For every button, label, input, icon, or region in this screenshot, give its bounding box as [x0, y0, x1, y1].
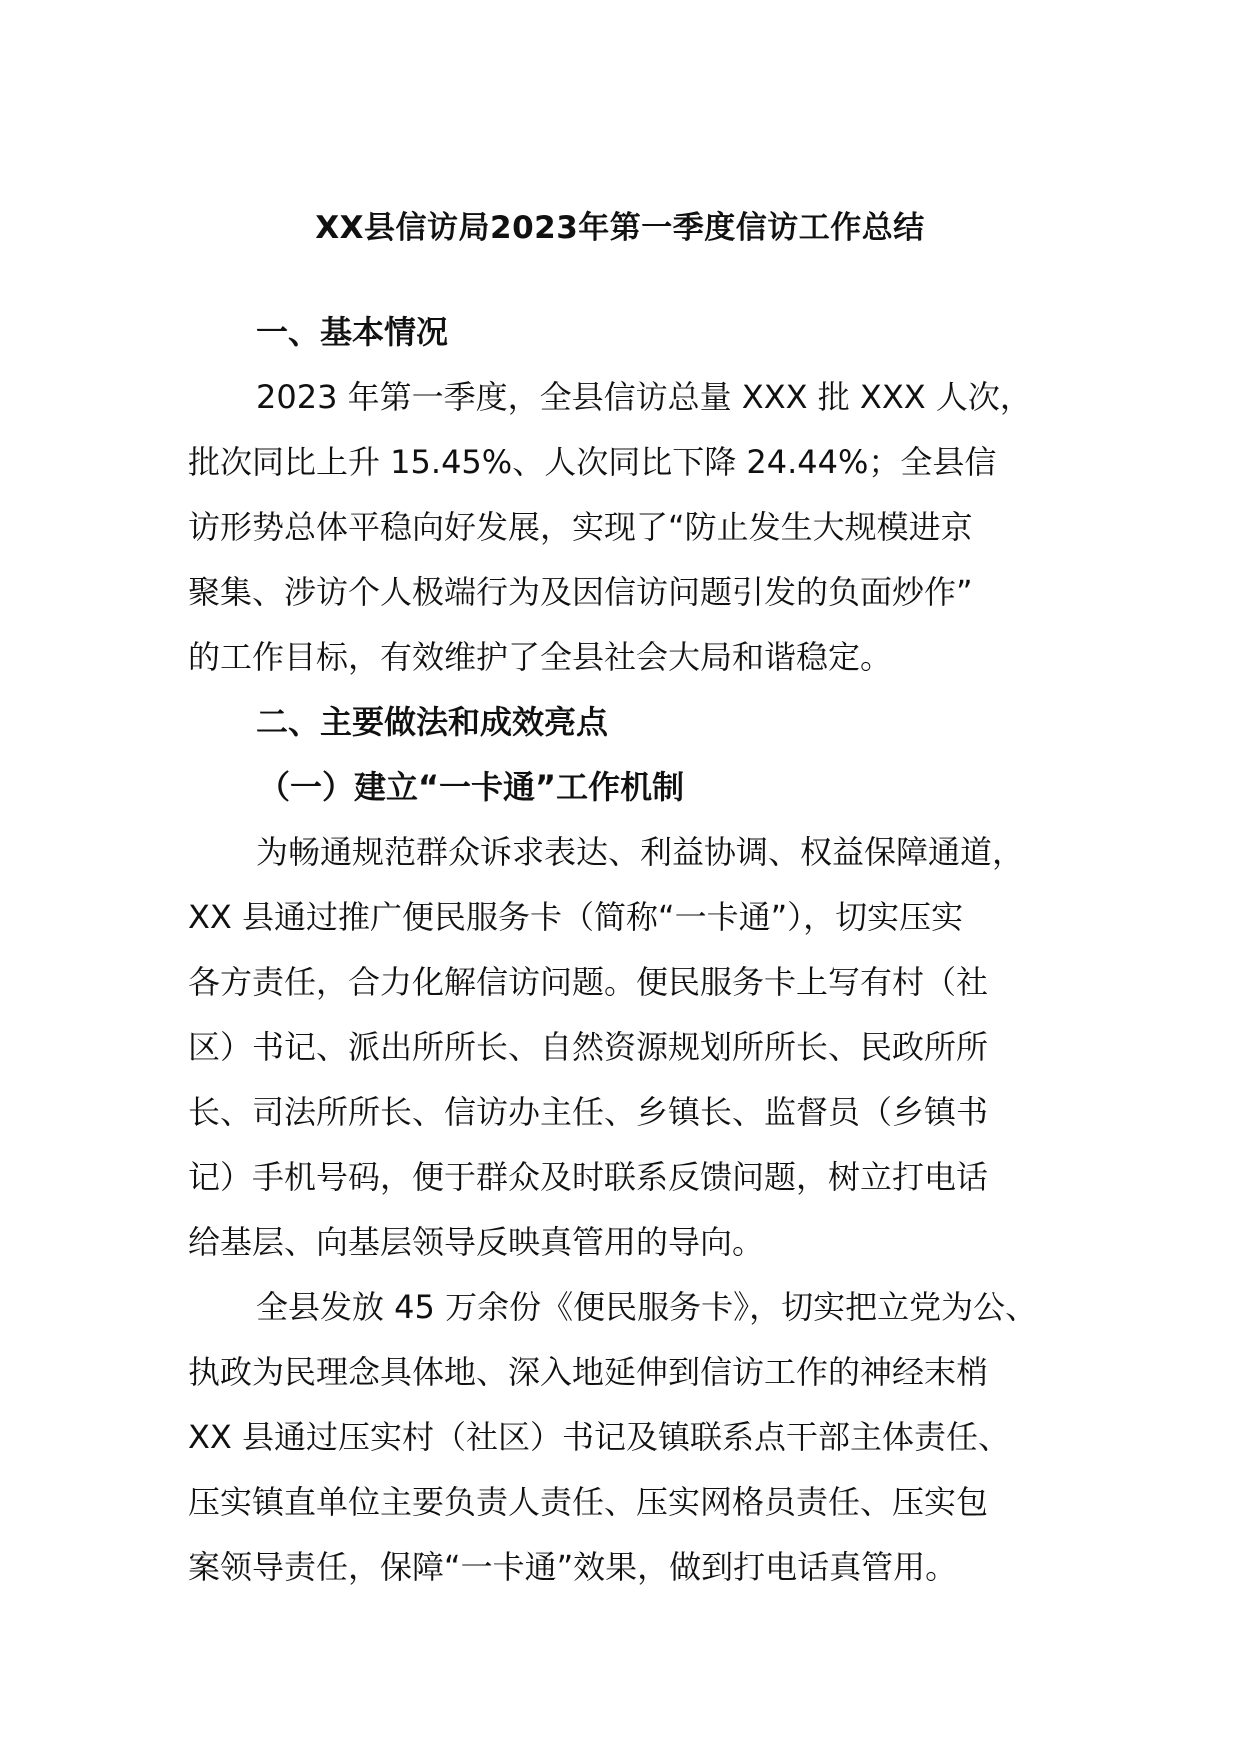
heading-main-practices: 二、主要做法和成效亮点 [256, 703, 609, 741]
document-body [188, 300, 1088, 1600]
paragraph-line: 长、司法所所长、信访办主任、乡镇长、监督员（乡镇书 [188, 1093, 989, 1131]
paragraph-line: 执政为民理念具体地、深入地延伸到信访工作的神经末梢 [188, 1353, 989, 1391]
paragraph-line: 给基层、向基层领导反映真管用的导向。 [188, 1223, 765, 1261]
heading-basic-situation: 一、基本情况 [256, 313, 449, 351]
paragraph-line: XX 县通过推广便民服务卡（简称“一卡通”），切实压实 [188, 898, 964, 936]
document-title: XX县信访局2023年第一季度信访工作总结 [315, 210, 925, 246]
paragraph-line: 案领导责任，保障“一卡通”效果，做到打电话真管用。 [188, 1548, 958, 1586]
paragraph-line: 全县发放 45 万余份《便民服务卡》，切实把立党为公、 [256, 1288, 1038, 1326]
paragraph-line: 记）手机号码，便于群众及时联系反馈问题，树立打电话 [188, 1158, 989, 1196]
paragraph-line: 区）书记、派出所所长、自然资源规划所所长、民政所所 [188, 1028, 989, 1066]
paragraph-line: 访形势总体平稳向好发展，实现了“防止发生大规模进京 [188, 508, 973, 546]
paragraph-line: XX 县通过压实村（社区）书记及镇联系点干部主体责任、 [188, 1418, 1011, 1456]
paragraph-line: 批次同比上升 15.45%、人次同比下降 24.44%；全县信 [188, 443, 997, 481]
paragraph-line: 2023 年第一季度，全县信访总量 XXX 批 XXX 人次， [256, 378, 1032, 416]
paragraph-line: 聚集、涉访个人极端行为及因信访问题引发的负面炒作” [188, 573, 973, 611]
subheading-one-card: （一）建立“一卡通”工作机制 [258, 768, 685, 806]
paragraph-line: 的工作目标，有效维护了全县社会大局和谐稳定。 [188, 638, 893, 676]
paragraph-line: 压实镇直单位主要负责人责任、压实网格员责任、压实包 [188, 1483, 989, 1521]
paragraph-line: 各方责任，合力化解信访问题。便民服务卡上写有村（社 [188, 963, 989, 1001]
paragraph-line: 为畅通规范群众诉求表达、利益协调、权益保障通道， [256, 833, 1025, 871]
